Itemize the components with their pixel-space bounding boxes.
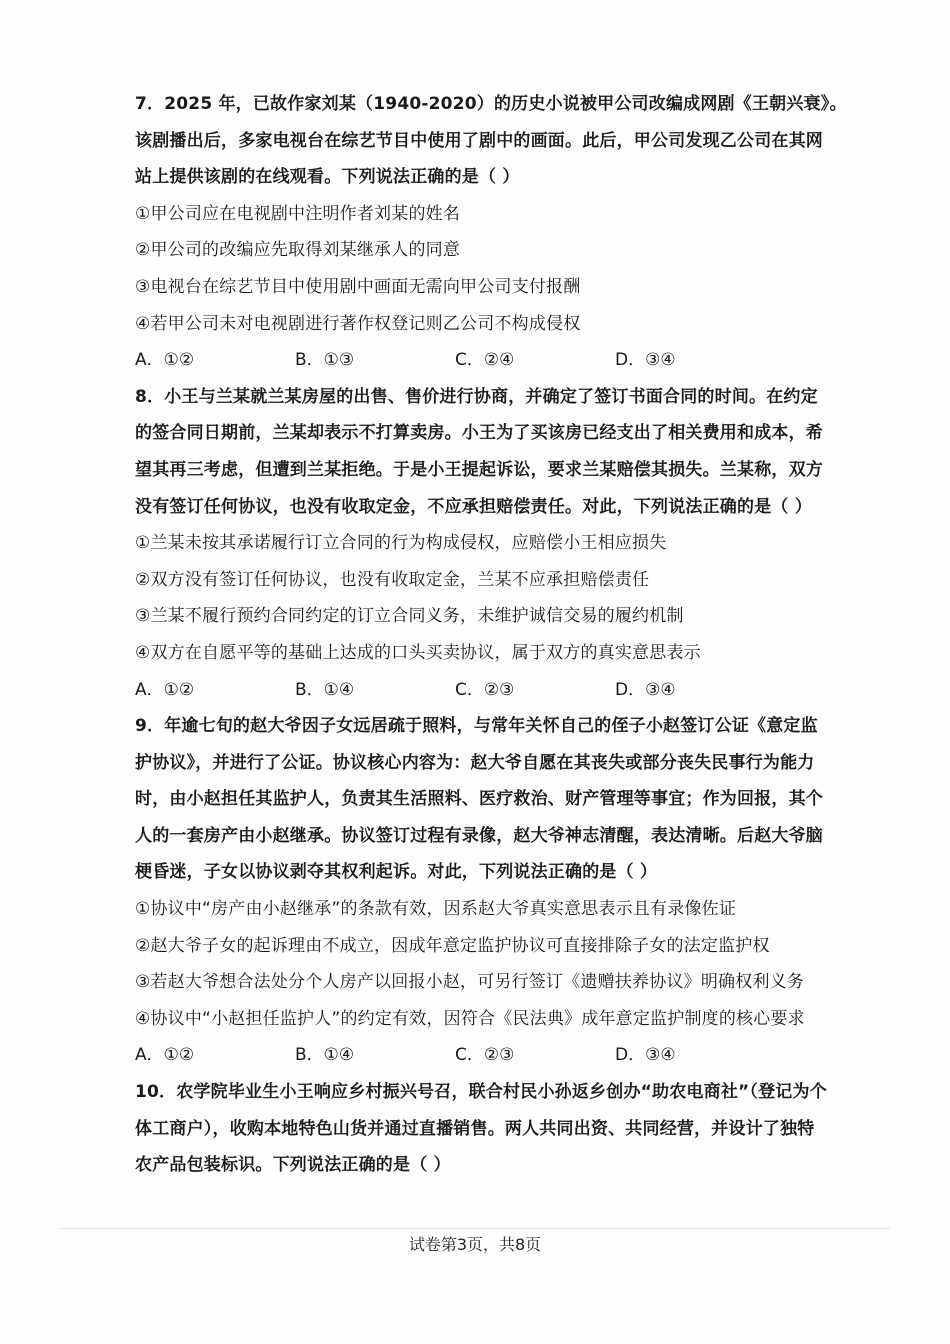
q7-choice-c: C．②④ <box>455 350 515 371</box>
q9-option: ④协议中“小赵担任监护人”的约定有效，因符合《民法典》成年意定监护制度的核心要求 <box>135 1008 805 1029</box>
q7-choice-a: A．①② <box>135 350 195 371</box>
q9-choice-c: C．②③ <box>455 1045 515 1066</box>
q9-stem-line: 护协议》，并进行了公证。协议核心内容为：赵大爷自愿在其丧失或部分丧失民事行为能力 <box>135 752 815 773</box>
footer-divider <box>60 1228 890 1229</box>
q8-stem-line: 望其再三考虑，但遭到兰某拒绝。于是小王提起诉讼，要求兰某赔偿其损失。兰某称，双方 <box>135 459 823 480</box>
q8-option: ②双方没有签订任何协议，也没有收取定金，兰某不应承担赔偿责任 <box>135 569 650 590</box>
q8-choices <box>135 672 795 709</box>
q9-choice-a: A．①② <box>135 1045 195 1066</box>
page-content <box>135 86 847 1184</box>
q7-option: ②甲公司的改编应先取得刘某继承人的同意 <box>135 240 461 261</box>
q8-stem-line: 的签合同日期前，兰某却表示不打算卖房。小王为了买该房已经支出了相关费用和成本，希 <box>135 423 823 444</box>
q8-option: ④双方在自愿平等的基础上达成的口头买卖协议，属于双方的真实意思表示 <box>135 642 701 663</box>
q7-choices <box>135 342 795 379</box>
q8-choice-d: D．③④ <box>615 679 676 700</box>
q9-choice-b: B．①④ <box>295 1045 355 1066</box>
q8-choice-c: C．②③ <box>455 679 515 700</box>
q9-stem-line: 人的一套房产由小赵继承。协议签订过程有录像，赵大爷神志清醒，表达清晰。后赵大爷脑 <box>135 825 823 846</box>
q7-stem-line: 7．2025 年，已故作家刘某（1940-2020）的历史小说被甲公司改编成网剧《王朝兴衰》。 <box>135 94 847 114</box>
q8-option: ③兰某不履行预约合同约定的订立合同义务，未维护诚信交易的履约机制 <box>135 606 684 627</box>
q9-option: ②赵大爷子女的起诉理由不成立，因成年意定监护协议可直接排除子女的法定监护权 <box>135 935 770 956</box>
q7-stem-line: 该剧播出后，多家电视台在综艺节目中使用了剧中的画面。此后，甲公司发现乙公司在其网 <box>135 130 823 151</box>
q7-choice-d: D．③④ <box>615 350 676 371</box>
q9-stem-line: 时，由小赵担任其监护人，负责其生活照料、医疗救治、财产管理等事宜；作为回报，其个 <box>135 789 823 810</box>
q7-option: ①甲公司应在电视剧中注明作者刘某的姓名 <box>135 203 461 224</box>
question-9 <box>135 708 823 1074</box>
q9-stem-line: 梗昏迷，子女以协议剥夺其权利起诉。对此，下列说法正确的是（ ） <box>135 862 658 883</box>
q7-option: ③电视台在综艺节目中使用剧中画面无需向甲公司支付报酬 <box>135 276 581 297</box>
q8-option: ①兰某未按其承诺履行订立合同的行为构成侵权，应赔偿小王相应损失 <box>135 533 667 554</box>
q10-stem-line: 农产品包装标识。下列说法正确的是（ ） <box>135 1155 451 1176</box>
question-10 <box>135 1074 827 1184</box>
q9-choice-d: D．③④ <box>615 1045 676 1066</box>
q8-stem-line: 没有签订任何协议，也没有收取定金，不应承担赔偿责任。对此，下列说法正确的是（ ） <box>135 496 812 517</box>
q8-choice-a: A．①② <box>135 679 195 700</box>
q7-choice-b: B．①③ <box>295 350 355 371</box>
q10-stem-line: 10．农学院毕业生小王响应乡村振兴号召，联合村民小孙返乡创办“助农电商社”（登记为个 <box>135 1082 827 1103</box>
page-footer: 试卷第3页，共8页 <box>408 1235 542 1254</box>
q9-option: ③若赵大爷想合法处分个人房产以回报小赵，可另行签订《遗赠扶养协议》明确权利义务 <box>135 972 805 993</box>
q10-stem-line: 体工商户），收购本地特色山货并通过直播销售。两人共同出资、共同经营，并设计了独特 <box>135 1118 815 1139</box>
question-7 <box>135 86 847 379</box>
q9-choices <box>135 1037 795 1074</box>
question-8 <box>135 379 823 708</box>
q8-choice-b: B．①④ <box>295 679 355 700</box>
q9-stem-line: 9．年逾七旬的赵大爷因子女远居疏于照料，与常年关怀自己的侄子小赵签订公证《意定监 <box>135 716 818 737</box>
q9-option: ①协议中“房产由小赵继承”的条款有效，因系赵大爷真实意思表示且有录像佐证 <box>135 899 737 920</box>
q7-option: ④若甲公司未对电视剧进行著作权登记则乙公司不构成侵权 <box>135 313 581 334</box>
q7-stem-line: 站上提供该剧的在线观看。下列说法正确的是（ ） <box>135 167 520 188</box>
q8-stem-line: 8．小王与兰某就兰某房屋的出售、售价进行协商，并确定了签订书面合同的时间。在约定 <box>135 386 818 407</box>
